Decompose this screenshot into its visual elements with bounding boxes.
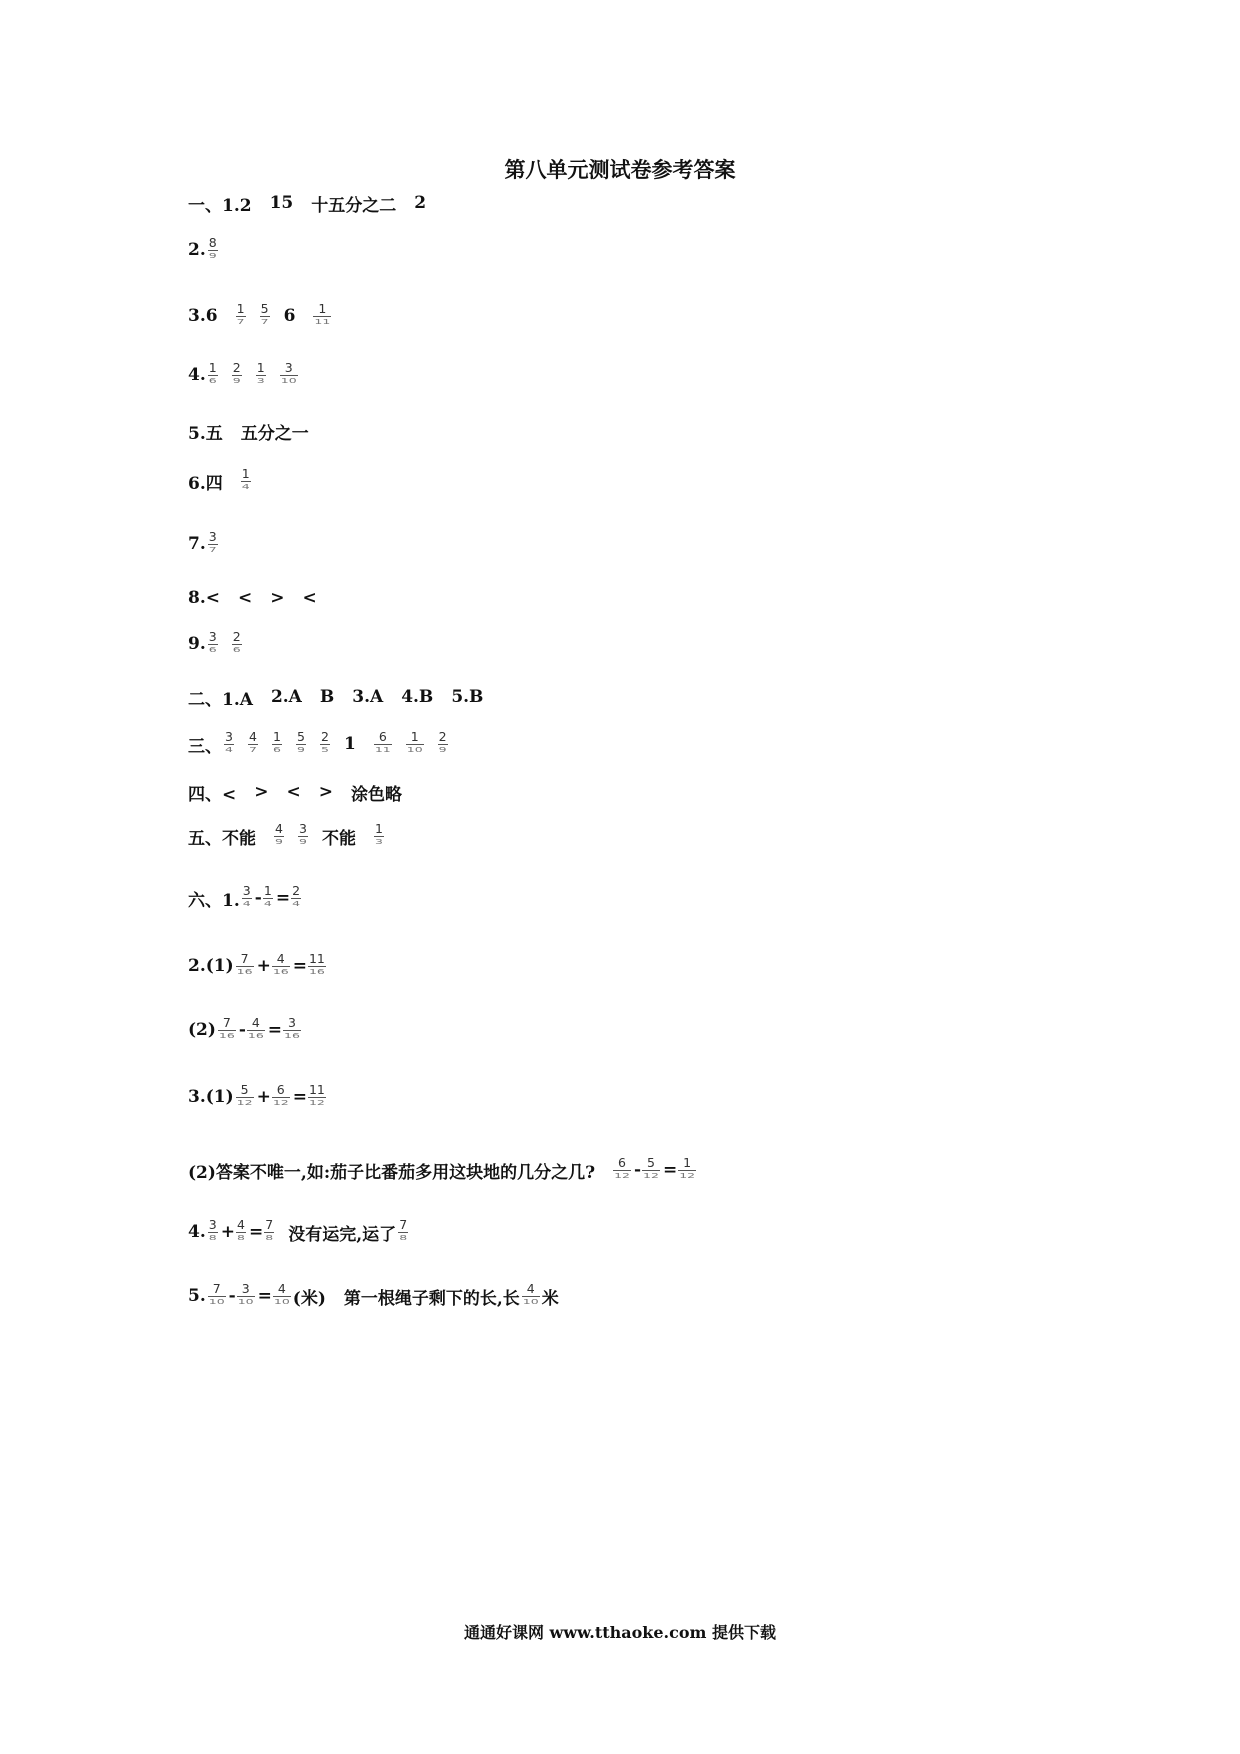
line-prefix: 7. bbox=[188, 534, 206, 554]
answer-text: > bbox=[270, 588, 285, 608]
fraction: $\frac{1}{12}$ bbox=[679, 1154, 696, 1180]
answer-text: < bbox=[302, 588, 317, 608]
fraction: $\frac{1}{10}$ bbox=[406, 728, 423, 754]
line-prefix: 6.四 bbox=[188, 473, 223, 494]
answer-text: 6 bbox=[283, 306, 296, 326]
fraction: $\frac{3}{10}$ bbox=[237, 1280, 254, 1306]
fraction: $\frac{5}{7}$ bbox=[260, 300, 269, 326]
answer-line-4 bbox=[188, 353, 312, 397]
fraction: $\frac{4}{8}$ bbox=[237, 1216, 245, 1242]
fraction: $\frac{7}{8}$ bbox=[265, 1216, 274, 1242]
answer-text: > bbox=[318, 782, 333, 802]
answer-text: 第一根绳子剩下的长,长 bbox=[343, 1288, 520, 1309]
answer-text: 米 bbox=[541, 1288, 559, 1309]
line-prefix: 四、< bbox=[188, 784, 237, 805]
answer-text: B bbox=[319, 687, 335, 707]
fraction: $\frac{7}{16}$ bbox=[236, 950, 253, 976]
fraction: $\frac{11}{12}$ bbox=[308, 1081, 325, 1107]
fraction: $\frac{1}{6}$ bbox=[273, 728, 281, 754]
operator: = bbox=[292, 1087, 307, 1107]
answer-line-5 bbox=[188, 409, 327, 453]
fraction: $\frac{4}{10}$ bbox=[273, 1280, 290, 1306]
operator: - bbox=[228, 1286, 236, 1306]
fraction: $\frac{2}{9}$ bbox=[232, 359, 241, 385]
fraction: $\frac{3}{6}$ bbox=[208, 628, 217, 654]
answer-text: 2 bbox=[414, 193, 427, 213]
answer-line-1 bbox=[188, 181, 444, 225]
fraction: $\frac{4}{7}$ bbox=[249, 728, 257, 754]
answer-text: 4.B bbox=[401, 687, 434, 707]
answer-text: 涂色略 bbox=[351, 784, 402, 805]
answer-line-13 bbox=[188, 814, 398, 858]
line-prefix: 4. bbox=[188, 1222, 206, 1242]
fraction: $\frac{2}{6}$ bbox=[232, 628, 241, 654]
fraction: $\frac{6}{11}$ bbox=[374, 728, 391, 754]
operator: = bbox=[257, 1286, 272, 1306]
answer-text: 不能 bbox=[322, 828, 356, 849]
line-prefix: 5.五 bbox=[188, 423, 223, 444]
fraction: $\frac{1}{11}$ bbox=[314, 300, 331, 326]
operator: + bbox=[256, 1087, 271, 1107]
operator: = bbox=[662, 1160, 678, 1180]
fraction: $\frac{4}{16}$ bbox=[247, 1014, 264, 1040]
fraction: $\frac{5}{12}$ bbox=[236, 1081, 253, 1107]
operator: - bbox=[254, 888, 262, 908]
answer-text: 五分之一 bbox=[240, 423, 309, 444]
line-prefix: 三、 bbox=[188, 736, 222, 757]
answer-line-3 bbox=[188, 294, 345, 338]
operator: = bbox=[249, 1222, 264, 1242]
line-prefix: 3.(1) bbox=[188, 1087, 234, 1107]
answer-line-12 bbox=[188, 770, 420, 814]
fraction: $\frac{7}{8}$ bbox=[399, 1216, 408, 1242]
answer-line-20 bbox=[188, 1274, 577, 1318]
answer-text: > bbox=[254, 782, 269, 802]
operator: + bbox=[220, 1222, 235, 1242]
fraction: $\frac{5}{12}$ bbox=[643, 1154, 659, 1180]
operator: - bbox=[633, 1160, 642, 1180]
answer-text: 3.A bbox=[352, 687, 384, 707]
fraction: $\frac{8}{9}$ bbox=[208, 234, 217, 260]
page-title: 第八单元测试卷参考答案 bbox=[504, 157, 736, 182]
answer-text: < bbox=[238, 588, 253, 608]
fraction: $\frac{4}{10}$ bbox=[522, 1280, 539, 1306]
operator: = bbox=[267, 1020, 283, 1040]
fraction: $\frac{3}{8}$ bbox=[208, 1216, 217, 1242]
fraction: $\frac{3}{4}$ bbox=[225, 728, 233, 754]
answer-line-14 bbox=[188, 876, 303, 920]
line-prefix: (2)答案不唯一,如:茄子比番茄多用这块地的几分之几? bbox=[188, 1162, 596, 1183]
fraction: $\frac{4}{9}$ bbox=[275, 820, 283, 846]
fraction: $\frac{1}{3}$ bbox=[256, 359, 265, 385]
fraction: $\frac{5}{9}$ bbox=[297, 728, 305, 754]
fraction: $\frac{2}{9}$ bbox=[438, 728, 447, 754]
fraction: $\frac{2}{4}$ bbox=[292, 882, 301, 908]
fraction: $\frac{3}{4}$ bbox=[242, 882, 251, 908]
answer-text: 5.B bbox=[451, 687, 484, 707]
fraction: $\frac{1}{3}$ bbox=[375, 820, 383, 846]
answer-text: 1 bbox=[344, 734, 356, 754]
fraction: $\frac{4}{16}$ bbox=[272, 950, 289, 976]
answer-line-17 bbox=[188, 1075, 328, 1119]
fraction: $\frac{3}{16}$ bbox=[284, 1014, 300, 1040]
line-prefix: 2.(1) bbox=[188, 956, 234, 976]
line-prefix: 4. bbox=[188, 365, 206, 385]
answer-line-6 bbox=[188, 459, 265, 503]
answer-line-18 bbox=[188, 1148, 698, 1192]
answer-text: 15 bbox=[269, 193, 294, 213]
operator: = bbox=[292, 956, 307, 976]
fraction: $\frac{6}{12}$ bbox=[614, 1154, 630, 1180]
fraction: $\frac{11}{16}$ bbox=[308, 950, 325, 976]
answer-text: (米) bbox=[292, 1288, 326, 1309]
line-prefix: 五、不能 bbox=[188, 828, 256, 849]
answer-line-7 bbox=[188, 522, 232, 566]
fraction: $\frac{1}{7}$ bbox=[236, 300, 245, 326]
line-prefix: 5. bbox=[188, 1286, 206, 1306]
operator: - bbox=[238, 1020, 246, 1040]
fraction: $\frac{1}{6}$ bbox=[208, 359, 217, 385]
line-prefix: 3.6 bbox=[188, 306, 218, 326]
answer-line-15 bbox=[188, 944, 328, 988]
fraction: $\frac{3}{7}$ bbox=[208, 528, 217, 554]
fraction: $\frac{2}{5}$ bbox=[321, 728, 329, 754]
fraction: $\frac{3}{10}$ bbox=[280, 359, 297, 385]
operator: + bbox=[256, 956, 271, 976]
answer-text: 2.A bbox=[270, 687, 302, 707]
fraction: $\frac{1}{4}$ bbox=[241, 465, 250, 491]
fraction: $\frac{7}{10}$ bbox=[208, 1280, 225, 1306]
answer-line-2 bbox=[188, 228, 232, 272]
line-prefix: 二、1.A bbox=[188, 689, 253, 710]
line-prefix: 9. bbox=[188, 634, 206, 654]
fraction: $\frac{7}{16}$ bbox=[218, 1014, 235, 1040]
line-prefix: 8.< bbox=[188, 588, 220, 608]
answer-line-9 bbox=[188, 622, 256, 666]
answer-line-11 bbox=[188, 722, 462, 766]
answer-text: 没有运完,运了 bbox=[288, 1224, 397, 1245]
answer-line-16 bbox=[188, 1008, 303, 1052]
answer-line-10 bbox=[188, 675, 501, 719]
line-prefix: 2. bbox=[188, 240, 206, 260]
answer-line-19 bbox=[188, 1210, 422, 1254]
answer-text: < bbox=[286, 782, 301, 802]
line-prefix: 一、1.2 bbox=[188, 195, 252, 216]
fraction: $\frac{1}{4}$ bbox=[263, 882, 272, 908]
line-prefix: 六、1. bbox=[188, 890, 240, 911]
answer-text: 十五分之二 bbox=[311, 195, 397, 216]
operator: = bbox=[275, 888, 291, 908]
fraction: $\frac{3}{9}$ bbox=[299, 820, 307, 846]
footer-credit: 通通好课网 www.tthaoke.com 提供下载 bbox=[463, 1623, 777, 1642]
line-prefix: (2) bbox=[188, 1020, 216, 1040]
answer-line-8 bbox=[188, 576, 335, 620]
fraction: $\frac{6}{12}$ bbox=[272, 1081, 289, 1107]
